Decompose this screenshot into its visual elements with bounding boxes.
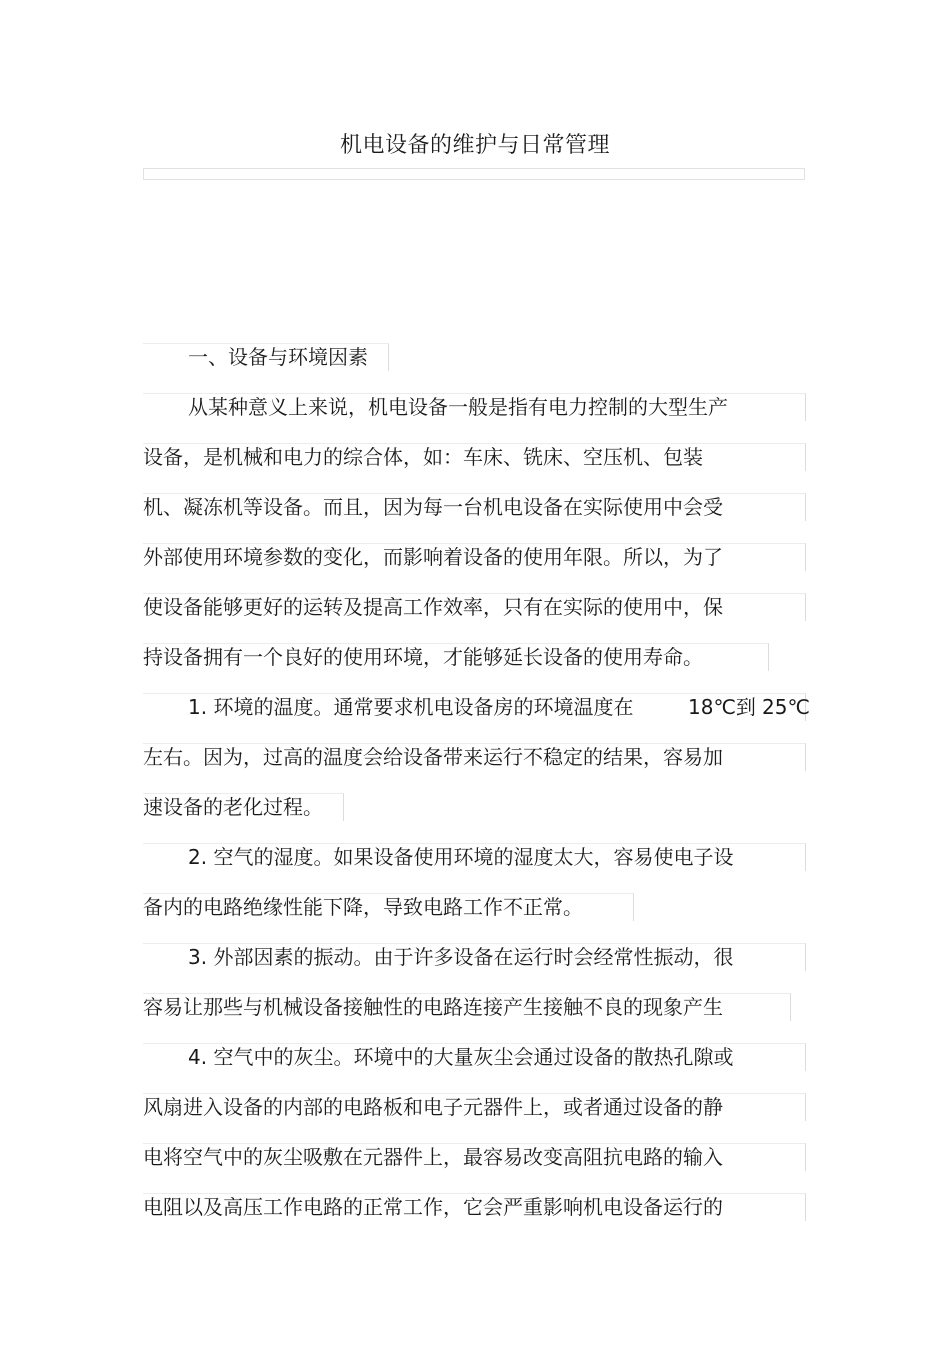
list-item-line: 3. 外部因素的振动。由于许多设备在运行时会经常性振动，很 [188, 945, 734, 969]
temperature-high: 25℃ [762, 695, 810, 719]
paragraph-line: 外部使用环境参数的变化，而影响着设备的使用年限。所以，为了 [143, 545, 723, 569]
temperature-low: 18℃到 [688, 695, 756, 719]
section-heading: 一、设备与环境因素 [188, 345, 368, 369]
paragraph-line: 设备，是机械和电力的综合体，如：车床、铣床、空压机、包装 [143, 445, 703, 469]
paragraph-line: 备内的电路绝缘性能下降，导致电路工作不正常。 [143, 895, 583, 919]
paragraph-line: 速设备的老化过程。 [143, 795, 323, 819]
paragraph-line: 电将空气中的灰尘吸敷在元器件上，最容易改变高阻抗电路的输入 [143, 1145, 723, 1169]
paragraph-line: 从某种意义上来说，机电设备一般是指有电力控制的大型生产 [188, 395, 728, 419]
paragraph-line: 机、凝冻机等设备。而且，因为每一台机电设备在实际使用中会受 [143, 495, 723, 519]
list-item-line: 1. 环境的温度。通常要求机电设备房的环境温度在 [188, 695, 634, 719]
title-divider [143, 168, 805, 180]
list-item-line: 2. 空气的湿度。如果设备使用环境的湿度太大，容易使电子设 [188, 845, 734, 869]
paragraph-line: 电阻以及高压工作电路的正常工作，它会严重影响机电设备运行的 [143, 1195, 723, 1219]
list-item-line: 4. 空气中的灰尘。环境中的大量灰尘会通过设备的散热孔隙或 [188, 1045, 734, 1069]
paragraph-line: 风扇进入设备的内部的电路板和电子元器件上，或者通过设备的静 [143, 1095, 723, 1119]
paragraph-line: 左右。因为，过高的温度会给设备带来运行不稳定的结果，容易加 [143, 745, 723, 769]
paragraph-line: 使设备能够更好的运转及提高工作效率，只有在实际的使用中，保 [143, 595, 723, 619]
paragraph-line: 持设备拥有一个良好的使用环境，才能够延长设备的使用寿命。 [143, 645, 703, 669]
page-title: 机电设备的维护与日常管理 [339, 133, 610, 158]
paragraph-line: 容易让那些与机械设备接触性的电路连接产生接触不良的现象产生 [143, 995, 723, 1019]
